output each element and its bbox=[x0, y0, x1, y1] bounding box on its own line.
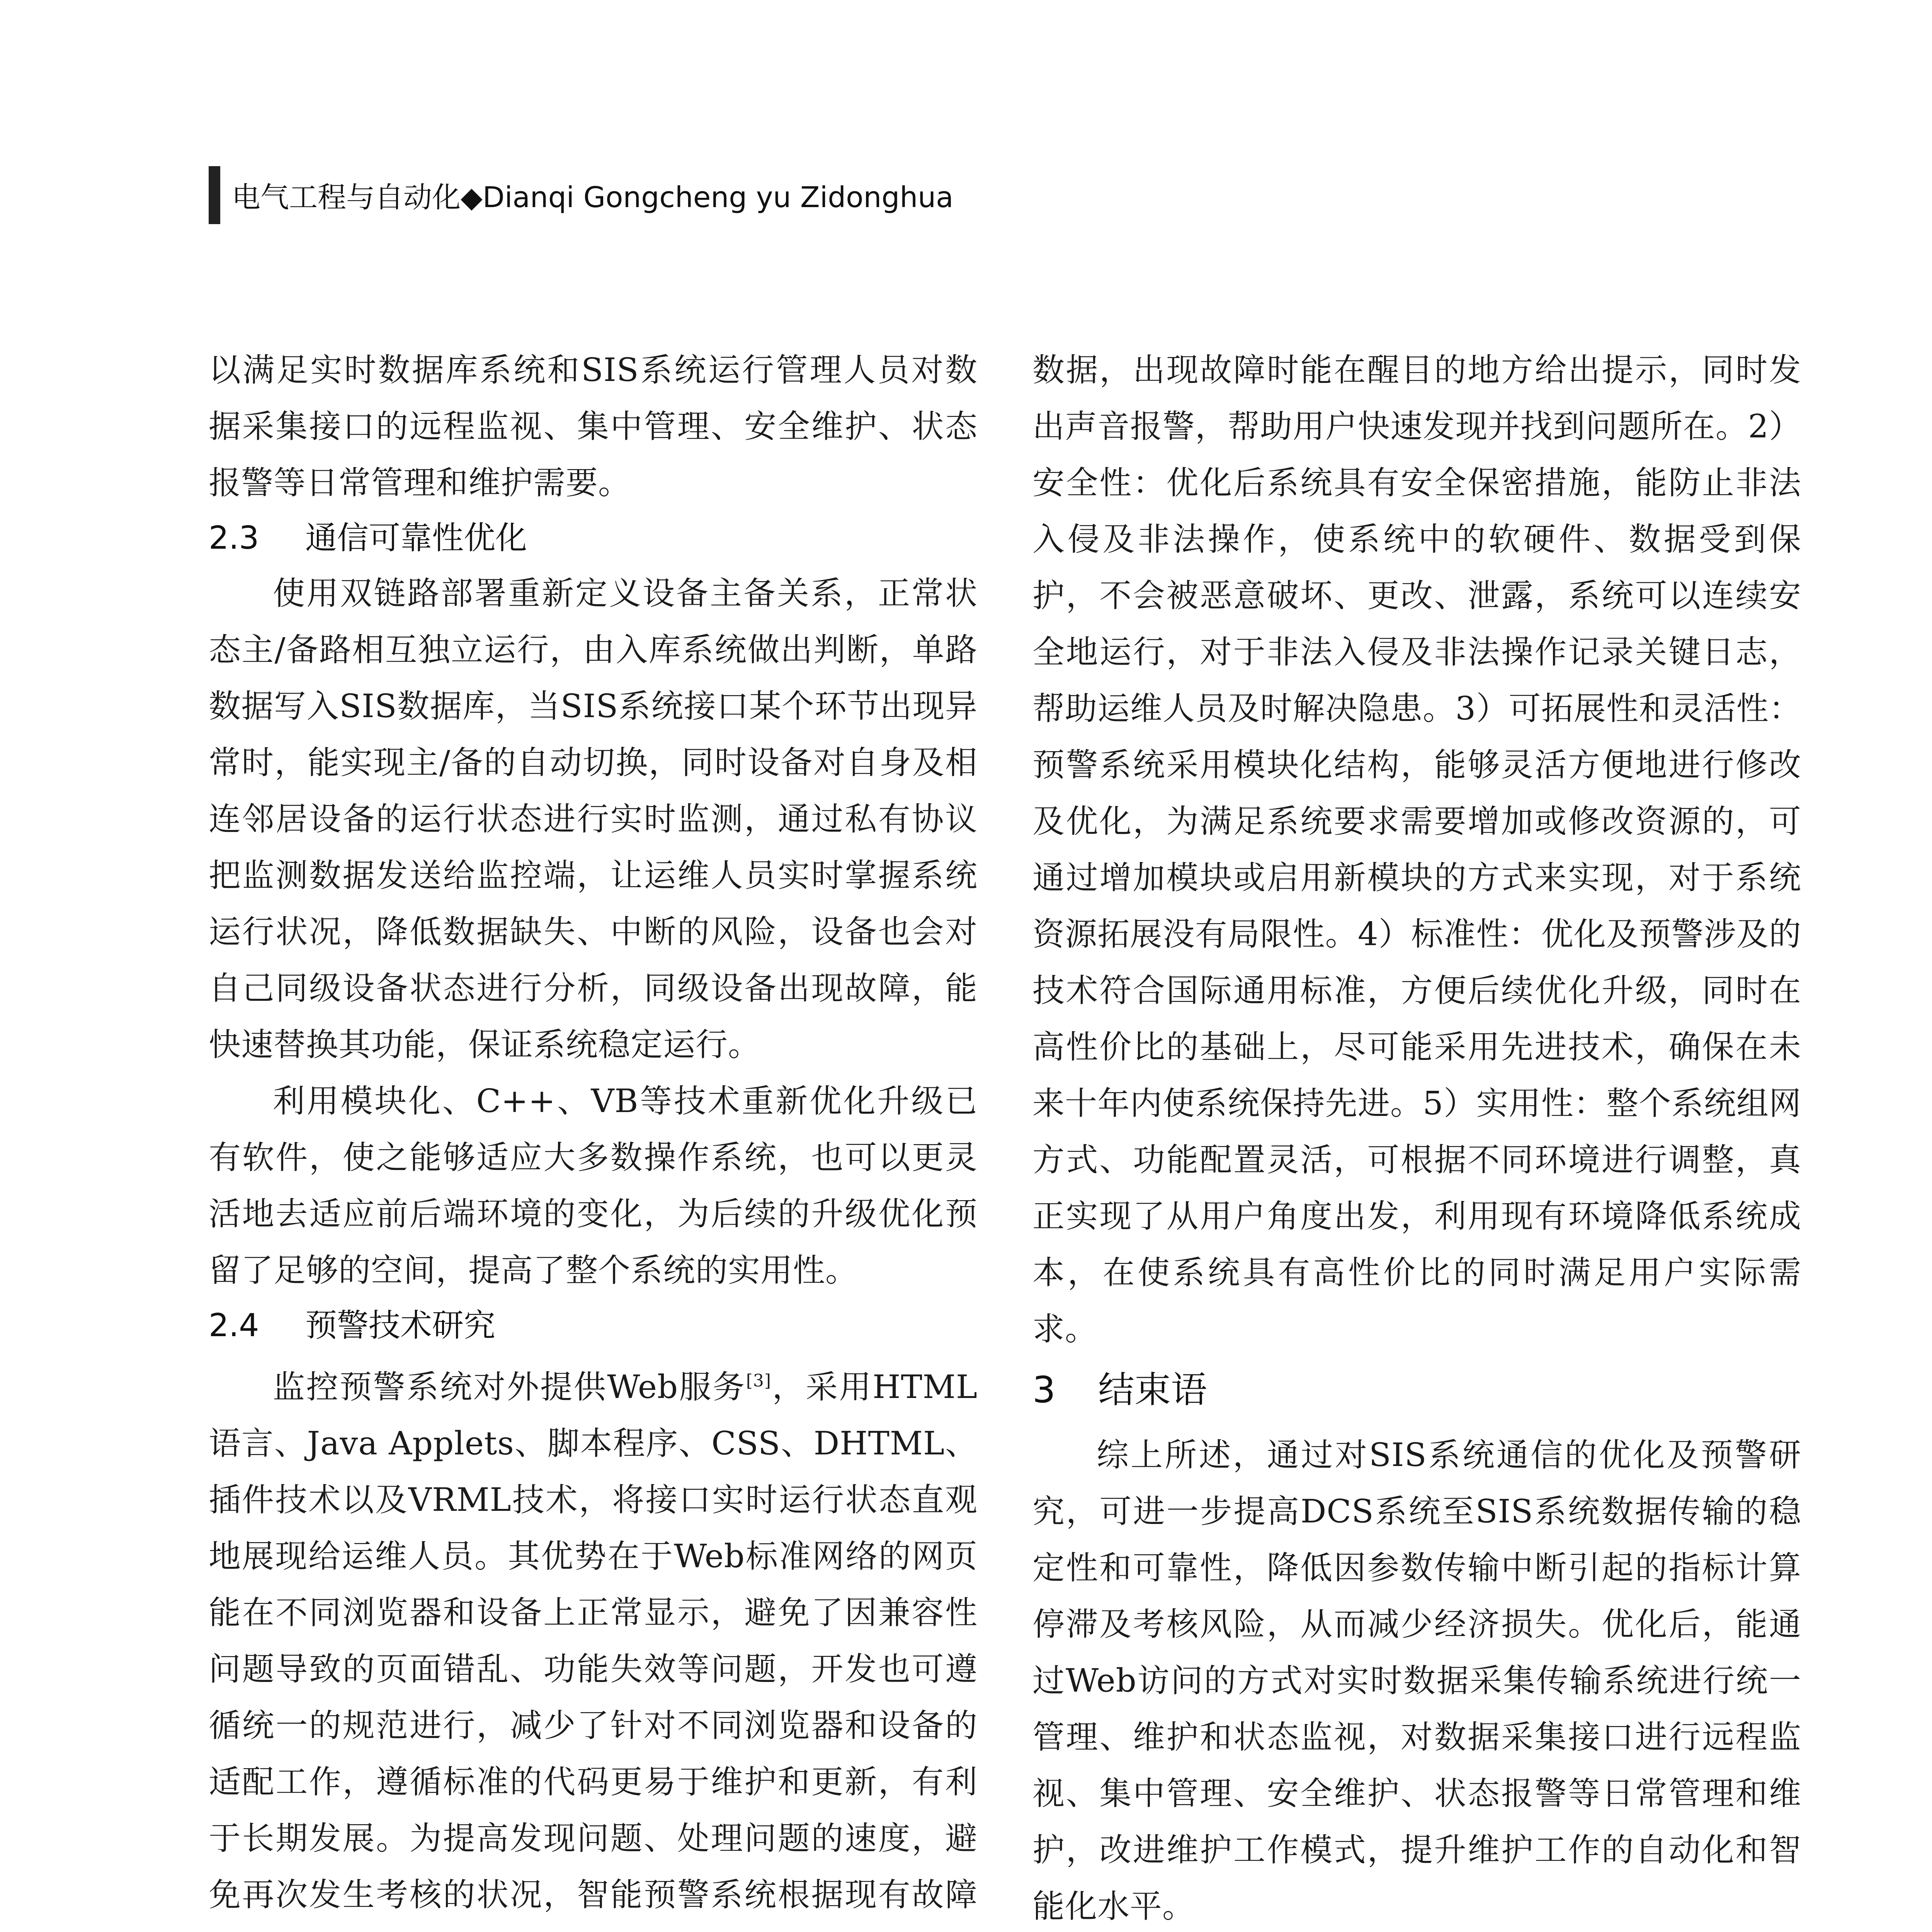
header-bar bbox=[209, 166, 220, 224]
right-column bbox=[1032, 342, 1801, 1932]
section-number: 2.4 bbox=[209, 1307, 259, 1344]
section-number: 2.3 bbox=[209, 520, 259, 556]
section-heading bbox=[209, 1299, 978, 1353]
paragraph: 以满足实时数据库系统和SIS系统运行管理人员对数据采集接口的远程监视、集中管理、安全维护、状态报警等日常管理和维护需要。 bbox=[209, 351, 978, 502]
paragraph: 数据，出现故障时能在醒目的地方给出提示，同时发出声音报警，帮助用户快速发现并找到问题所在。2）安全性：优化后系统具有安全保密措施，能防止非法入侵及非法操作，使系统中的软硬件、数据受到保护，不会被恶意破坏、更改、泄露，系统可以连续安全地运行，对于非法入侵及非法操作记录关键日志，帮助运维人员及时解决隐患。3）可拓展性和灵活性：预警系统采用模块化结构，能够灵活方便地进行修改及优化，为满足系统要求需要增加或修改资源的，可通过增加模块或启用新模块的方式来实现，对于系统资源拓展没有局限性。4）标准性：优化及预警涉及的技术符合国际通用标准，方便后续优化升级，同时在高性价比的基础上，尽可能采用先进技术，确保在未来十年内使系统保持先进。5）实用性：整个系统组网方式、功能配置灵活，可根据不同环境进行调整，真正实现了从用户角度出发，利用现有环境降低系统成本，在使系统具有高性价比的同时满足用户实际需求。 bbox=[1032, 351, 1801, 1348]
section-heading bbox=[209, 511, 978, 565]
running-header-text: 电气工程与自动化◆Dianqi Gongcheng yu Zidonghua bbox=[232, 181, 954, 214]
section-title: 结束语 bbox=[1098, 1369, 1208, 1411]
section-heading bbox=[1032, 1361, 1801, 1419]
paragraph: 利用模块化、C++、VB等技术重新优化升级已有软件，使之能够适应大多数操作系统，也可以更灵活地去适应前后端环境的变化，为后续的升级优化预留了足够的空间，提高了整个系统的实用性。 bbox=[209, 1082, 978, 1289]
paragraph bbox=[209, 1353, 978, 1932]
paragraph-text: ，采用HTML语言、Java Applets、脚本程序、CSS、DHTML、插件技术以及VRML技术，将接口实时运行状态直观地展现给运维人员。其优势在于Web标准网络的网页能在不同浏览器和设备上正常显示，避免了因兼容性问题导致的页面错乱、功能失效等问题，开发也可遵循统一的规范进行，减少了针对不同浏览器和设备的适配工作，遵循标准的代码更易于维护和更新，有利于长期发展。为提高发现问题、处理问题的速度，避免再次发生考核的状况，智能预警系统根据现有故障 bbox=[209, 1368, 978, 1913]
paragraph-text: 监控预警系统对外提供Web服务 bbox=[273, 1368, 746, 1406]
paragraph: 综上所述，通过对SIS系统通信的优化及预警研究，可进一步提高DCS系统至SIS系统数据传输的稳定性和可靠性，降低因参数传输中断引起的指标计算停滞及考核风险，从而减少经济损失。优化后，能通过Web访问的方式对实时数据采集传输系统进行统一管理、维护和状态监视，对数据采集接口进行远程监视、集中管理、安全维护、状态报警等日常管理和维护，改进维护工作模式，提升维护工作的自动化和智能化水平。 bbox=[1032, 1436, 1801, 1925]
section-title: 通信可靠性优化 bbox=[305, 520, 527, 556]
running-header bbox=[209, 166, 1136, 224]
section-number: 3 bbox=[1032, 1369, 1056, 1411]
section-title: 预警技术研究 bbox=[305, 1307, 496, 1344]
paragraph: 使用双链路部署重新定义设备主备关系，正常状态主/备路相互独立运行，由入库系统做出判断，单路数据写入SIS数据库，当SIS系统接口某个环节出现异常时，能实现主/备的自动切换，同时设备对自身及相连邻居设备的运行状态进行实时监测，通过私有协议把监测数据发送给监控端，让运维人员实时掌握系统运行状况，降低数据缺失、中断的风险，设备也会对自己同级设备状态进行分析，同级设备出现故障，能快速替换其功能，保证系统稳定运行。 bbox=[209, 575, 978, 1063]
left-column bbox=[209, 342, 978, 1932]
citation-marker: [3] bbox=[746, 1371, 772, 1391]
